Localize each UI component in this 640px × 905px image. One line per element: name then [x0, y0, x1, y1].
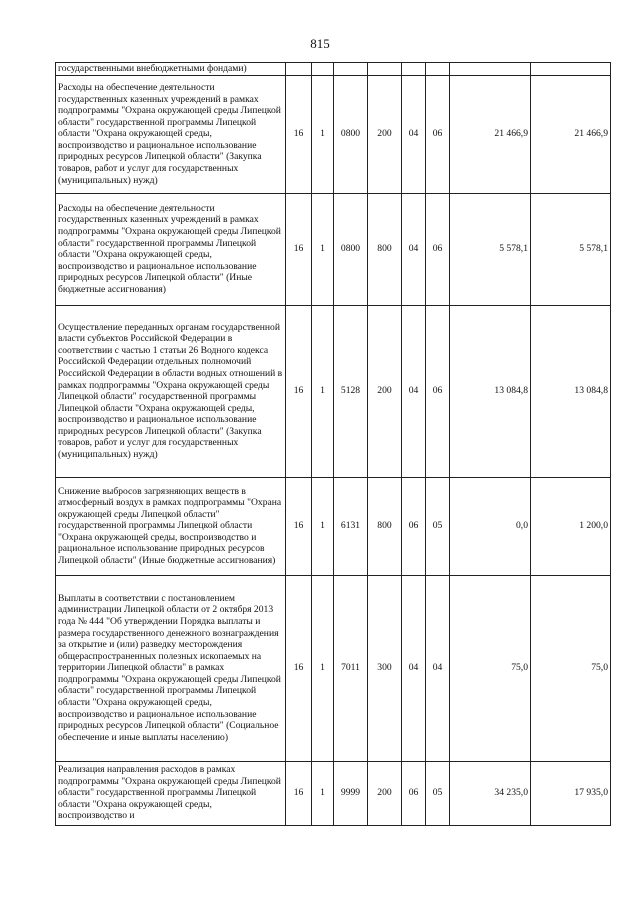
row-subprogram: 1: [312, 193, 334, 305]
row-expense-type: 200: [368, 305, 402, 477]
row-subsection: [426, 63, 450, 76]
row-description: Расходы на обеспечение деятельности государственных казенных учреждений в рамках подпрограммы "Охрана окружающей среды Липецкой области" государственной программы Липецкой области "Охрана окружающей среды, воспроизводство и рациональное использование природных ресурсов Липецкой области" (Закупка товаров, работ и услуг для государственных (муниципальных) нужд): [56, 75, 286, 193]
row-target-article: 0800: [334, 75, 368, 193]
row-sum-2: 75,0: [531, 575, 611, 761]
row-section: 04: [402, 305, 426, 477]
row-subprogram: 1: [312, 575, 334, 761]
row-description: Реализация направления расходов в рамках подпрограммы "Охрана окружающей среды Липецкой области" государственной программы Липецкой области "Охрана окружающей среды, воспроизводство и: [56, 761, 286, 825]
row-expense-type: 800: [368, 193, 402, 305]
table-row: [56, 305, 611, 477]
table-row: [56, 575, 611, 761]
row-sum-1: 13 084,8: [450, 305, 531, 477]
row-subsection: 05: [426, 477, 450, 575]
row-subprogram: [312, 63, 334, 76]
row-sum-1: [450, 63, 531, 76]
row-description: государственными внебюджетными фондами): [56, 63, 286, 76]
row-sum-1: 5 578,1: [450, 193, 531, 305]
row-subsection: 04: [426, 575, 450, 761]
row-section: 06: [402, 761, 426, 825]
row-admin-code: 16: [286, 477, 312, 575]
row-section: 04: [402, 75, 426, 193]
row-admin-code: 16: [286, 193, 312, 305]
row-sum-1: 0,0: [450, 477, 531, 575]
budget-table: [55, 62, 611, 826]
row-admin-code: [286, 63, 312, 76]
table-row: [56, 63, 611, 76]
row-description: Снижение выбросов загрязняющих веществ в атмосферный воздух в рамках подпрограммы "Охрана окружающей среды Липецкой области" государственной программы Липецкой области "Охрана окружающей среды, воспроизводство и рациональное использование природных ресурсов Липецкой области" (Иные бюджетные ассигнования): [56, 477, 286, 575]
row-sum-1: 34 235,0: [450, 761, 531, 825]
row-admin-code: 16: [286, 305, 312, 477]
row-target-article: 9999: [334, 761, 368, 825]
row-subsection: 06: [426, 75, 450, 193]
row-section: 04: [402, 193, 426, 305]
row-section: 06: [402, 477, 426, 575]
row-sum-2: 5 578,1: [531, 193, 611, 305]
row-subprogram: 1: [312, 761, 334, 825]
row-expense-type: 800: [368, 477, 402, 575]
row-sum-1: 21 466,9: [450, 75, 531, 193]
table-row: [56, 75, 611, 193]
row-target-article: 5128: [334, 305, 368, 477]
row-target-article: 0800: [334, 193, 368, 305]
row-target-article: [334, 63, 368, 76]
row-description: Осуществление переданных органам государственной власти субъектов Российской Федерации в соответствии с частью 1 статьи 26 Водного кодекса Российской Федерации отдельных полномочий Российской Федерации в области водных отношений в рамках подпрограммы "Охрана окружающей среды Липецкой области" государственной программы Липецкой области "Охрана окружающей среды, воспроизводство и рациональное использование природных ресурсов Липецкой области" (Закупка товаров, работ и услуг для государственных (муниципальных) нужд): [56, 305, 286, 477]
row-subsection: 05: [426, 761, 450, 825]
table-row: [56, 761, 611, 825]
row-description: Выплаты в соответствии с постановлением администрации Липецкой области от 2 октября 2013 года № 444 "Об утверждении Порядка выплаты и размера государственного денежного вознаграждения за открытие и (или) разведку месторождения общераспространенных полезных ископаемых на территории Липецкой области" в рамках подпрограммы "Охрана окружающей среды Липецкой области" государственной программы Липецкой области "Охрана окружающей среды, воспроизводство и рациональное использование природных ресурсов Липецкой области" (Социальное обеспечение и иные выплаты населению): [56, 575, 286, 761]
table-row: [56, 193, 611, 305]
row-sum-1: 75,0: [450, 575, 531, 761]
table-row: [56, 477, 611, 575]
row-sum-2: 13 084,8: [531, 305, 611, 477]
row-target-article: 7011: [334, 575, 368, 761]
row-admin-code: 16: [286, 575, 312, 761]
row-admin-code: 16: [286, 761, 312, 825]
row-section: 04: [402, 575, 426, 761]
row-expense-type: 300: [368, 575, 402, 761]
row-sum-2: 17 935,0: [531, 761, 611, 825]
row-target-article: 6131: [334, 477, 368, 575]
row-sum-2: [531, 63, 611, 76]
row-subsection: 06: [426, 193, 450, 305]
row-section: [402, 63, 426, 76]
row-subprogram: 1: [312, 305, 334, 477]
row-expense-type: [368, 63, 402, 76]
row-sum-2: 1 200,0: [531, 477, 611, 575]
row-subprogram: 1: [312, 75, 334, 193]
row-admin-code: 16: [286, 75, 312, 193]
row-expense-type: 200: [368, 75, 402, 193]
page-number: 815: [310, 36, 330, 51]
row-description: Расходы на обеспечение деятельности государственных казенных учреждений в рамках подпрограммы "Охрана окружающей среды Липецкой области" государственной программы Липецкой области "Охрана окружающей среды, воспроизводство и рациональное использование природных ресурсов Липецкой области" (Иные бюджетные ассигнования): [56, 193, 286, 305]
row-subsection: 06: [426, 305, 450, 477]
row-subprogram: 1: [312, 477, 334, 575]
row-sum-2: 21 466,9: [531, 75, 611, 193]
row-expense-type: 200: [368, 761, 402, 825]
